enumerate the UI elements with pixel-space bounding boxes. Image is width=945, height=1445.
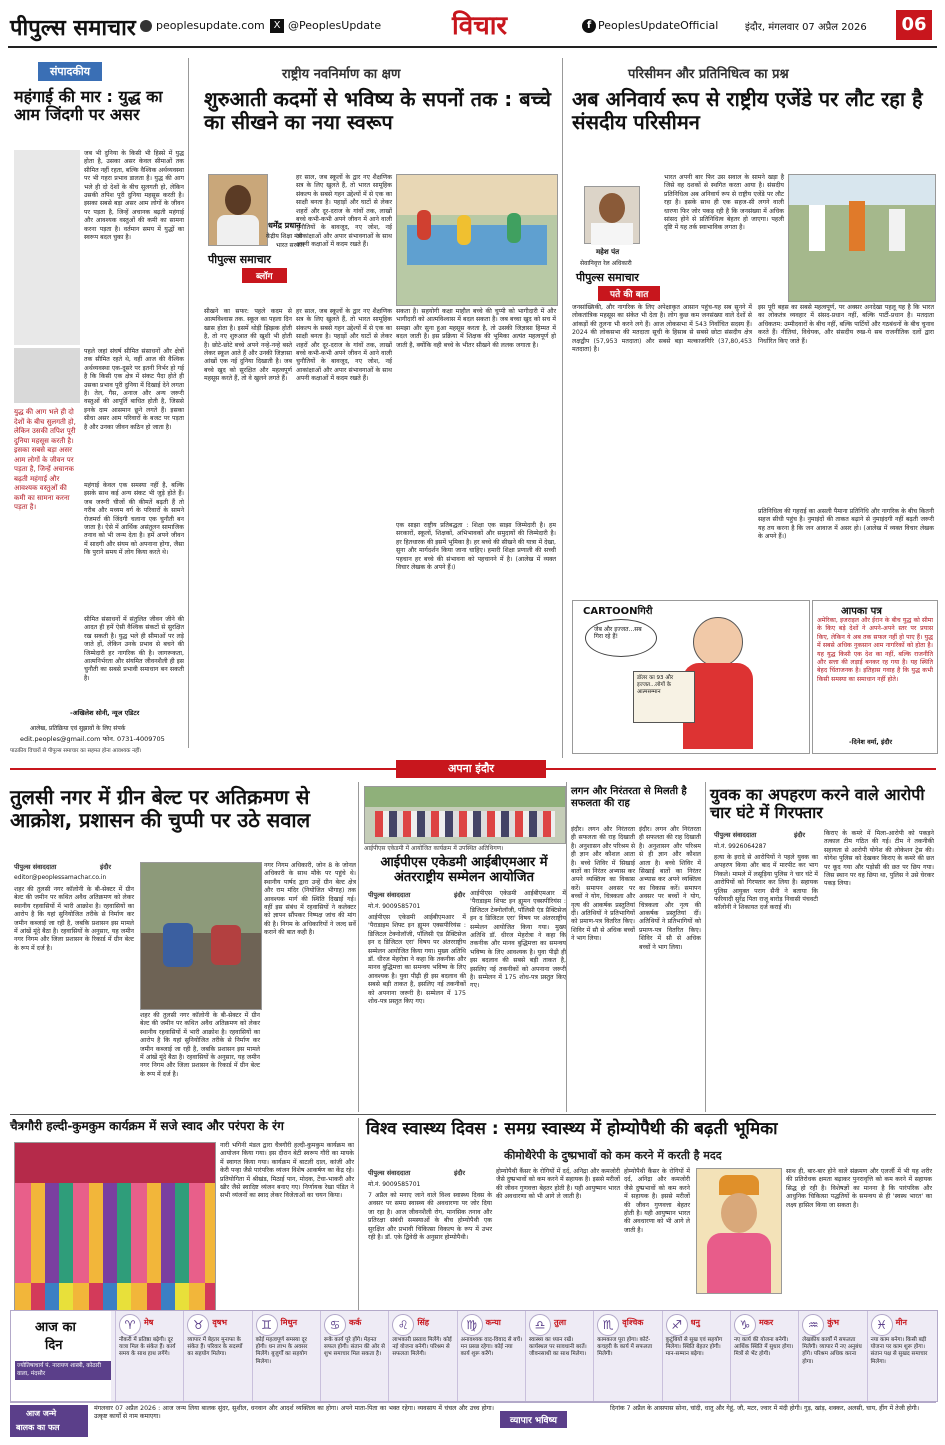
zodiac-icon: ♐ — [666, 1314, 688, 1336]
horoscope-sign-card — [252, 1311, 320, 1401]
parliament-photo — [788, 174, 936, 302]
news-encroachment-body-2: नगर निगम अधिकारी, जोन 8 के जोनल अधिकारी के साथ मौके पर पहुंचे थे। स्थानीय पार्षद द्वारा उन्हें ग्रीन बेल्ट क्षेत्र और राम मंदिर (नियोजित भीगाह) तक आवश्यक मार्ग की स्थिति दिखाई गई। वहीं इस संबंध में रहवासियों ने कलेक्टर को ज्ञापन सौंपकर निष्पक्ष जांच की मांग की है। निगम के अधिकारियों ने जल्द सर्वे कराने की बात कही है। — [264, 862, 356, 937]
zodiac-text: कामकाज पूरा होगा। कोर्ट-कचहरी के कार्य में सफलता मिलेगी। — [597, 1337, 653, 1358]
news-encroachment-body-3: शहर की तुलसी नगर कॉलोनी के बी-सेक्टर में ग्रीन बेल्ट की जमीन पर कथित अवैध अतिक्रमण को लेकर स्थानीय रहवासियों में भारी आक्रोश है। रहवासियों का आरोप है कि यहां सुनियोजित तरीके से निर्माण कर जमीन कब्जाई जा रही है, जबकि प्रशासन इस मामले में आंखें मूंदे बैठा है। रहवासियों के अनुसार, यह जमीन नगर निगम और जिला प्रशासन के रिकार्ड में ग्रीन बेल्ट के रूप में दर्ज है। — [140, 1012, 260, 1078]
article-education-body-1: हर साल, जब स्कूलों के द्वार नए शैक्षणिक सत्र के लिए खुलते हैं, तो भारत सामूहिक संकल्प के सबसे गहन उद्देश्यों में से एक का साक्षी बनता है। पहाड़ों और घाटों से लेकर शहरों और दूर-दराज के गांवों तक, लाखों बच्चे कभी-कभी अपने जीवन में आने वाली चुनौतियों के बावजूद, नए जोश, नई आकांक्षाओं और अपार संभावनाओं के साथ अपनी कक्षाओं में कदम रखते हैं। — [296, 174, 392, 249]
horoscope-band — [10, 1310, 938, 1402]
news-conference-body: आईपीएस एकेडमी आईबीएमआर में 'पैराडाइम शिफ्ट इन ह्यूमन एक्सपीरियंस : डिजिटल टेक्नोलॉजी, पॉलिसी एंड प्रैक्टिसेज इन द डिजिटल एरा' विषय पर अंतरराष्ट्रीय सम्मेलन आयोजित किया गया। मुख्य अतिथि डॉ. धीरज मेहरोत्रा ने कहा कि तकनीक और मानव बुद्धिमत्ता का समन्वय भविष्य के लिए आवश्यक है। युवा पीढ़ी ही इस बदलाव की सबसे बड़ी ताकत है, इसलिए नई तकनीकों को अपनाना जरूरी है। सम्मेलन में 175 शोध-पत्र प्रस्तुत किए गए। — [368, 914, 466, 1006]
zodiac-name: कर्क — [348, 1318, 362, 1327]
news-conference-phone: मो.नं. 9009585701 — [368, 903, 421, 910]
news-conference — [364, 782, 568, 1112]
globe-icon — [140, 20, 152, 32]
news-homeopathy-body-1b: होम्योपैथी कैंसर के रोगियों में दर्द, अनिद्रा और कमजोरी जैसे दुष्प्रभावों को कम करने में सहायक है। इससे मरीजों की जीवन गुणवत्ता बेहतर होती है। यही आयुष्मान भारत की अवधारणा को भी आगे ले जाती है। — [496, 1168, 620, 1201]
conference-caption: आईपीएस एकेडमी में आयोजित कार्यक्रम में उपस्थित अतिथिगण। — [364, 845, 504, 852]
horoscope-sign-card — [115, 1311, 183, 1401]
editorial-title: महंगाई की मार : युद्ध का आम जिंदगी पर असर — [14, 87, 163, 125]
news-kidnap-byline: पीपुल्स संवाददाता — [714, 831, 757, 839]
blog-logo: पीपुल्स समाचार — [208, 253, 271, 266]
zodiac-text: नौकरी में प्रतिष्ठा बढ़ेगी। दूर यात्रा मिल के संकेत हैं। कार्य समय के साथ हाथ लगेंगे। — [119, 1337, 176, 1358]
editorial-footer-1: आलेख, प्रतिक्रिया एवं सुझावों के लिए संपर्क — [30, 725, 126, 732]
zodiac-name: मकर — [758, 1318, 774, 1327]
zodiac-text: नए कार्य की योजना बनेगी। आर्थिक स्थिति में सुधार होगा। मित्रों से भेंट होगी। — [733, 1337, 794, 1358]
zodiac-name: मेष — [144, 1318, 154, 1327]
zodiac-icon: ♎ — [529, 1314, 551, 1336]
article-delimitation-body-2: जनसांख्यिकी, और नागरिक के लिए अपेक्षाकृत आसान पहुंच-यह सब सुनने में लोकतांत्रिक महसूस का संकेत भी देता है। लोग कुछ कम जनसंख्या वाले देशों से आंकड़ों की तुलना भी करने लगे हैं। आज लोकसभा में 543 निर्वाचित सदस्य हैं। 2024 की लोकसभा की मतदाता सूची के हिसाब से सबसे छोटा संसदीय क्षेत्र लक्षद्वीप (57,953 मतदाता) और सबसे बड़ा मल्काजगिरि (37,80,453 मतदाता) है। — [572, 304, 752, 354]
horoscope-signs — [115, 1311, 935, 1401]
twitter-handle[interactable]: @PeoplesUpdate — [288, 19, 382, 32]
horoscope-header — [11, 1311, 111, 1401]
zodiac-text: कोई महत्वपूर्ण समस्या दूर होगी। धन लाभ के अवसर मिलेंगे। बुजुर्गों का सहयोग मिलेगा। — [255, 1337, 308, 1365]
news-kidnap — [710, 782, 936, 1112]
zodiac-icon: ♒ — [802, 1314, 824, 1336]
news-homeopathy-body-3: साथ ही, बार-बार होने वाले संक्रमण और एलर्जी में भी यह शरीर की प्रतिरोधक क्षमता बढ़ाकर पुनरावृत्ति को कम करने में सहायक सिद्ध हो रही है। विशेषज्ञों का मानना है कि पारंपरिक और आधुनिक चिकित्सा पद्धतियों के समन्वय से ही 'स्वस्थ भारत' का लक्ष्य हासिल किया जा सकता है। — [786, 1168, 932, 1209]
zodiac-name: कुंभ — [827, 1318, 840, 1327]
zodiac-text: कुटुंबियों से सुख एवं सहयोग मिलेगा। स्थिति बेहतर होगी। मान-सम्मान बढ़ेगा। — [665, 1337, 723, 1358]
horoscope-sign-card — [388, 1311, 456, 1401]
news-encroachment-body-1: शहर की तुलसी नगर कॉलोनी के बी-सेक्टर में ग्रीन बेल्ट की जमीन पर कथित अवैध अतिक्रमण को लेकर स्थानीय रहवासियों में भारी आक्रोश है। रहवासियों का आरोप है कि यहां सुनियोजित तरीके से निर्माण कर जमीन कब्जाई जा रही है, जबकि प्रशासन इस मामले में आंखें मूंदे बैठा है। रहवासियों के अनुसार, यह जमीन नगर निगम और जिला प्रशासन के रिकार्ड में ग्रीन बेल्ट के रूप में दर्ज है। — [14, 886, 134, 952]
twitter-icon: X — [270, 19, 284, 33]
article-delimitation-body-4: प्रतिनिधित्व की गहराई का असली पैमाना प्रतिनिधि और नागरिक के बीच कितनी सहज सीधी पहुंच है। नुमाइंदों की ताकत बढ़ाने से नुमाइंदगी नहीं बढ़ती जरूरी यह तय करना है कि जन आवाज में असर हो। (आलेख में व्यक्त विचार लेखक के अपने हैं।) — [758, 508, 934, 541]
dateline: इंदौर, मंगलवार 07 अप्रैल 2026 — [745, 22, 867, 33]
article-delimitation-title: अब अनिवार्य रूप से राष्ट्रीय एजेंडे पर लौट रहा है संसदीय परिसीमन — [572, 87, 923, 134]
zodiac-text: लेखकीय कार्यों में सफलता मिलेगी। व्यापार में नए अनुबंध होंगे। परिश्रम अधिक करना होगा। — [802, 1337, 862, 1365]
horoscope-note: ज्योतिषाचार्य पं. नारायण शास्त्री, कोठारी वाला, मंदसौर — [15, 1361, 111, 1380]
market-label: व्यापार भविष्य — [500, 1411, 567, 1428]
horoscope-sign-card — [457, 1311, 525, 1401]
cartoon-figure — [693, 617, 743, 667]
letters-box — [812, 600, 938, 754]
cartoon-box — [572, 600, 810, 754]
editorial-pullquote: युद्ध की आग भले ही दो देशों के बीच सुलगती हो, लेकिन उसकी तपिश पूरी दुनिया महसूस करती है। इसका सबसे बड़ा असर आम लोगों के जीवन पर पड़ता है, जिन्हें अचानक बढ़ती महंगाई और आवश्यक वस्तुओं की कमी का सामना करना पड़ता है। — [14, 408, 76, 511]
article-delimitation-role: सेवानिवृत्त रेल अधिकारी — [580, 260, 632, 267]
article-education-body-2: सीखने का सफर: पहले कदम से आत्मविश्वास तक. स्कूल का पहला दिन खास होता है। इसमें थोड़ी झिझक होती है, तो नए शुरुआत की खुशी भी होती है। छोटे-छोटे बच्चे अपने नन्हे-नन्हे बस्ते लेकर स्कूल आते हैं और उनकी जिज्ञासा आंखों एक नई दुनिया दिखाती है। जब बच्चे खुद को सुरक्षित और महत्वपूर्ण महसूस करते हैं, तो वे खुलने लगते हैं। — [204, 308, 292, 383]
news-encroachment-byline: पीपुल्स संवाददाता — [14, 863, 57, 871]
editorial-author: -अखिलेश सोनी, न्यूज एडिटर — [70, 709, 140, 717]
horoscope-sign-card — [798, 1311, 866, 1401]
lower-divider — [10, 1114, 936, 1115]
horoscope-sign-card — [183, 1311, 251, 1401]
market-text: दिनांक 7 अप्रैल के आसपास सोना, चांदी, धातु और गेहूं, जौ, मटर, ज्वार में मंदी होगी। गुड़, खांड़, शक्कर, अलसी, चाय, हींग में तेजी होगी। — [610, 1405, 920, 1412]
article-delimitation-body-3: इस पूरी बहस का सबसे महत्वपूर्ण, पर अक्सर अनदेखा पहलू यह है कि भारत का लोकतंत्र व्यवहार में संसद-प्रधान नहीं, बल्कि पार्टी-प्रधान है। मतदाता अधिकतम: उम्मीदवारों के बीच नहीं, बल्कि पार्टियों और गठबंधनों के बीच चुनाव करते हैं। नीतियां, विधेयक, और संसदीय रुख-ये सब राजनीतिक दलों द्वारा निर्धारित किए जाते हैं। — [758, 304, 934, 345]
cartoon-sign — [633, 671, 695, 723]
zodiac-name: तुला — [553, 1318, 567, 1327]
editorial-body-1: जब भी दुनिया के किसी भी हिस्से में युद्ध होता है, उसका असर केवल सीमाओं तक सीमित नहीं रहता, बल्कि वैश्विक अर्थव्यवस्था पर भी गहरा प्रभाव डालता है। युद्ध की आग भले ही दो देशों के बीच सुलगती हो, लेकिन उसकी तपिश पूरी दुनिया महसूस करती है। इसका सबसे बड़ा असर आम लोगों के जीवन पर पड़ता है, जिन्हें अचानक बढ़ती महंगाई और आवश्यक वस्तुओं की कमी का सामना करना पड़ता है। वर्तमान समय में युद्धों का स्वरूप बदल चुका है। — [84, 150, 184, 242]
facebook-icon: f — [582, 19, 596, 33]
zodiac-name: मीन — [895, 1318, 907, 1327]
news-encroachment-email[interactable]: editor@peoplessamachar.co.in — [14, 874, 107, 881]
editorial-footer-3: पाठकीय विचारों से पीपुल्स समाचार का सहमत होना आवश्यक नहीं। — [10, 748, 142, 754]
news-success-title: लगन और निरंतरता से मिलती है सफलता की राह — [571, 786, 687, 809]
zodiac-name: कन्या — [485, 1318, 501, 1327]
news-success-body: इंदौर। लगन और निरंतरता ही सफलता की राह दिखाती है। अनुशासन और परिश्रम से ही ज्ञान और कौशल आता है। बच्चे शिविर में सिखाई बातों का निरंतर अभ्यास कर अपने व्यक्तित्व का विकास करें। समापन अवसर पर बच्चों ने योग, चित्रकला और नृत्य की आकर्षक प्रस्तुतियां दीं। अतिथियों ने प्रतिभागियों को प्रमाण-पत्र वितरित किए। शिविर में सौ से अधिक बच्चों ने भाग लिया। — [571, 826, 635, 943]
zodiac-text: अनावश्यक वाद-विवाद से बचें। मन प्रसन्न रहेगा। कोई नया कार्य शुरू करेंगे। — [460, 1337, 523, 1358]
article-education-body-3: सकता है। सहयोगी कक्षा माहौल बच्चे की चुप्पी को भागीदारी में और भागीदारी को आत्मविश्वास में बदल सकता है। जब बच्चा खुद को सच में समझा और सुना हुआ महसूस करता है, तो उसकी जिज्ञासा हिम्मत में बदल जाती है। इस प्रक्रिया में शिक्षक की भूमिका अत्यंत महत्वपूर्ण हो जाती है, क्योंकि वही बच्चे के भीतर सीखने की ललक जगाता है। — [396, 308, 556, 349]
letters-title: आपका पत्र — [841, 606, 882, 617]
news-success-body-b: इंदौर। लगन और निरंतरता ही सफलता की राह दिखाती है। अनुशासन और परिश्रम से ही ज्ञान और कौशल आता है। बच्चे शिविर में सिखाई बातों का निरंतर अभ्यास कर अपने व्यक्तित्व का विकास करें। समापन अवसर पर बच्चों ने योग, चित्रकला और नृत्य की आकर्षक प्रस्तुतियां दीं। अतिथियों ने प्रतिभागियों को प्रमाण-पत्र वितरित किए। शिविर में सौ से अधिक बच्चों ने भाग लिया। — [639, 826, 701, 951]
news-haldi-title: चैत्रगौरी हल्दी-कुमकुम कार्यक्रम में सजे स्वाद और परंपरा के रंग — [10, 1119, 284, 1133]
section-band: अपना इंदौर — [396, 760, 546, 778]
news-haldi-body: नारी भगिनी मंडल द्वारा चैत्रगौरी हल्दी-कुमकुम कार्यक्रम का आयोजन किया गया। इस दौरान बेटी स्वरूप गौरी का मायके में स्वागत किया गया। कार्यक्रम में बाटली दाल, कांजी और केरी पन्हा जैसे पारंपरिक व्यंजन विशेष आकर्षण का केंद्र रहे। प्रतियोगिता में श्रीखंड, मिठाई पान, मोदक, टेंचा-भाकरी और खीर जैसे स्वादिष्ट व्यंजन बनाए गए। निर्णायक रेखा पंडित ने सभी व्यंजनों का स्वाद लेकर विजेताओं का चयन किया। — [220, 1142, 354, 1200]
news-kidnap-body-1: हत्या के इरादे से आरोपियों ने पहले युवक का अपहरण किया और बाद में मारपीट कर भाग निकले। मामले में लसूड़िया पुलिस ने चार घंटे में आरोपियों को गिरफ्तार कर लिया है। सहायक पुलिस आयुक्त पराग सैनी ने बताया कि फरियादी सुरेंद्र पिता राजू बारोड़ निवासी पंचवटी कॉलोनी ने शिकायत दर्ज कराई थी। — [714, 854, 818, 912]
conference-photo — [364, 786, 566, 844]
birthday-label-2: बालक का फल — [16, 1423, 60, 1432]
zodiac-icon: ♍ — [461, 1314, 483, 1336]
article-delimitation-body-1: भारत अपनी बार फिर उस सवाल के सामने खड़ा है जिसे वह दशकों से स्थगित करता आया है। संसदीय प्रतिनिधित्व अब अनिवार्य रूप से राष्ट्रीय एजेंडे पर लौट रहा है। इसके साथ ही एक सहज-सी लगने वाली धारणा फिर जोर पकड़ रही है कि जनसंख्या में अधिक सांसद होने से प्रतिनिधित्व बेहतर हो जाएगा। पहली दृष्टि में यह तर्क स्वाभाविक लगता है। — [664, 174, 784, 232]
article-education-role-1: केंद्रीय शिक्षा मंत्री — [266, 233, 303, 240]
article-delimitation-kicker: परिसीमन और प्रतिनिधित्व का प्रश्न — [628, 67, 789, 82]
news-encroachment-title: तुलसी नगर में ग्रीन बेल्ट पर अतिक्रमण से आक्रोश, प्रशासन की चुप्पी पर उठे सवाल — [10, 785, 311, 832]
zodiac-icon: ♓ — [871, 1314, 893, 1336]
facebook-handle[interactable]: PeoplesUpdateOfficial — [598, 19, 719, 32]
page-number: 06 — [896, 10, 932, 40]
zodiac-text: लाभकारी प्रस्ताव मिलेंगे। कोई नई योजना बनेगी। परिश्रम से सफलता मिलेगी। — [392, 1337, 452, 1358]
horoscope-title-1: आज का — [35, 1320, 76, 1335]
zodiac-icon: ♏ — [597, 1314, 619, 1336]
horoscope-sign-card — [525, 1311, 593, 1401]
zodiac-text: नया काम बनेगा। किसी बड़ी योजना पर काम शुरू होगा। संतान पक्ष से सुखद समाचार मिलेगा। — [870, 1337, 928, 1365]
brand-logo: पीपुल्स समाचार — [10, 16, 136, 41]
encroachment-photo — [140, 862, 262, 1010]
birthday-label-1: आज जन्मे — [26, 1409, 57, 1418]
article-education-role-2: भारत सरकार — [276, 242, 305, 249]
zodiac-icon: ♉ — [187, 1314, 209, 1336]
cartoon-bubble-text: जेब और इज्जत...सब गिरा रहे हैं! — [594, 626, 642, 640]
letters-body: अमेरिका, इजराइल और ईरान के बीच युद्ध को सीमा के किए बड़े देशों ने अपने-अपने स्तर पर प्रयास किए, लेकिन ये अब तक सफल नहीं हो पाए हैं। युद्ध में सबसे अधिक नुकसान आम नागरिकों को होता है। यह युद्ध किसी एक देश का नहीं, बल्कि राजनीति और सत्ता की लड़ाई बनकर रह गया है। यह स्थिति बेहद चिंताजनक है। इतिहास गवाह है कि युद्ध कभी किसी समस्या का समाधान नहीं होते। — [817, 617, 933, 683]
editorial-graphic — [14, 150, 80, 345]
news-homeopathy-phone: मो.नं. 9009585701 — [368, 1181, 421, 1188]
zodiac-text: रूके कार्य पूरे होंगे। मेहनत सफल होगी। संतान की ओर से शुभ समाचार मिल सकता है। — [323, 1337, 385, 1358]
article-education-kicker: राष्ट्रीय नवनिर्माण का क्षण — [282, 67, 401, 82]
zodiac-name: सिंह — [417, 1318, 430, 1327]
editorial-person-graphic — [14, 348, 80, 403]
article-delimitation — [568, 58, 936, 598]
birthday-strip — [10, 1402, 936, 1441]
birthday-label-box — [10, 1405, 88, 1437]
news-kidnap-city: इंदौर — [794, 831, 805, 839]
column-label: पते की बात — [598, 286, 660, 301]
news-kidnap-body-2: किराए के कमरे में मिला-आरोपी को पकड़ने तत्काल टीम गठित की गई। टीम ने तकनीकी सहायता से आरोपी योगेश की लोकेशन ट्रेस की। योगेश पुलिस को देखकर किराए के कमरे की छत पर कूद गया और पड़ोसी की छत पर छिप गया। जिस स्थान पर वह छिपा था, पुलिस ने उसे घेरकर पकड़ लिया। — [824, 830, 934, 888]
article-education-body-2b: हर साल, जब स्कूलों के द्वार नए शैक्षणिक सत्र के लिए खुलते हैं, तो भारत सामूहिक संकल्प के सबसे गहन उद्देश्यों में से एक का साक्षी बनता है। पहाड़ों और घाटों से लेकर शहरों और दूर-दराज के गांवों तक, लाखों बच्चे कभी-कभी अपने जीवन में आने वाली चुनौतियों के बावजूद, नए जोश, नई आकांक्षाओं और अपार संभावनाओं के साथ अपनी कक्षाओं में कदम रखते हैं। — [296, 308, 392, 383]
editorial-body-4: सीमित संसाधनों में संतुलित जीवन जीने की आदत ही हमें ऐसी वैश्विक संकटों से सुरक्षित रख सकती है। युद्ध भले ही सीमाओं पर लड़े जाते हों, लेकिन उनके प्रभाव से बचने की जिम्मेदारी हर नागरिक की है। जागरूकता, आत्मनिर्भरता और संयमित जीवनशैली ही इस चुनौती का सबसे प्रभावी समाधान बन सकती है। — [84, 616, 184, 682]
article-delimitation-author: महेश पंत — [596, 248, 620, 256]
news-conference-city: इंदौर — [454, 891, 465, 899]
editorial-body-3: महंगाई केवल एक समस्या नहीं है, बल्कि इसके साथ कई अन्य संकट भी जुड़े होते हैं। जब जरूरी चीजों की कीमतें बढ़ती हैं तो गरीब और मध्यम वर्ग के परिवारों के सामने रोजमर्रा की जिंदगी चलाना एक चुनौती बन जाता है। ऐसे में आर्थिक असंतुलन सामाजिक तनाव को भी जन्म देता है। हमें अपने जीवन में सादगी और संयम को अपनाना होगा, जैसा कि पुराने समय में लोग किया करते थे। — [84, 482, 184, 557]
news-homeopathy-subtitle: कीमोथैरेपी के दुष्प्रभावों को कम करने में करती है मदद — [504, 1149, 722, 1162]
news-conference-byline: पीपुल्स संवाददाता — [368, 891, 411, 899]
cartoon-bubble — [585, 619, 657, 657]
zodiac-icon: ♈ — [119, 1314, 141, 1336]
classroom-photo — [396, 174, 558, 306]
website-link[interactable]: peoplesupdate.com — [156, 19, 265, 32]
masthead — [0, 0, 945, 50]
editorial-column — [10, 58, 189, 754]
horoscope-sign-card — [662, 1311, 730, 1401]
news-kidnap-phone: मो.नं. 9926064287 — [714, 843, 767, 850]
editorial-kicker: संपादकीय — [38, 62, 102, 81]
zodiac-icon: ♑ — [734, 1314, 756, 1336]
news-encroachment — [10, 782, 359, 1112]
news-homeopathy-body-2: होम्योपैथी कैंसर के रोगियों में दर्द, अनिद्रा और कमजोरी जैसे दुष्प्रभावों को कम करने में सहायक है। इससे मरीजों की जीवन गुणवत्ता बेहतर होती है। यही आयुष्मान भारत की अवधारणा को भी आगे ले जाती है। — [624, 1168, 690, 1234]
zodiac-name: वृश्चिक — [622, 1318, 644, 1327]
cartoon-label: CARTOONगिरी — [583, 606, 653, 617]
horoscope-sign-card — [320, 1311, 388, 1401]
news-encroachment-city: इंदौर — [100, 863, 111, 871]
masthead-divider — [8, 46, 937, 48]
zodiac-icon: ♋ — [324, 1314, 346, 1336]
news-homeopathy-byline: पीपुल्स संवाददाता — [368, 1169, 411, 1177]
birthday-text: मंगलवार 07 अप्रैल 2026 : आज जन्म लिया बालक सुंदर, सुशील, धनवान और आदर्श व्यक्तित्व का होगा। अपने माता-पिता का भक्त रहेगा। व्यवसाय में चंचल और उच्च होगा। उत्कृष्ट कार्यों से नाम कमाएगा। — [94, 1405, 494, 1420]
horoscope-sign-card — [867, 1311, 935, 1401]
news-conference-title: आईपीएस एकेडमी आईबीएमआर में अंतरराष्ट्रीय सम्मेलन आयोजित — [380, 855, 548, 885]
zodiac-name: मिथुन — [280, 1318, 298, 1327]
letters-author: -दिनेश वर्मा, इंदौर — [849, 738, 893, 746]
zodiac-text: स्वास्थ्य का ध्यान रखें। कार्यस्थल पर सावधानी बरतें। जीवनसाथी का साथ मिलेगा। — [528, 1337, 587, 1358]
news-conference-body-b: आईपीएस एकेडमी आईबीएमआर में 'पैराडाइम शिफ्ट इन ह्यूमन एक्सपीरियंस : डिजिटल टेक्नोलॉजी, पॉलिसी एंड प्रैक्टिसेज इन द डिजिटल एरा' विषय पर अंतरराष्ट्रीय सम्मेलन आयोजित किया गया। मुख्य अतिथि डॉ. धीरज मेहरोत्रा ने कहा कि तकनीक और मानव बुद्धिमत्ता का समन्वय भविष्य के लिए आवश्यक है। युवा पीढ़ी ही इस बदलाव की सबसे बड़ी ताकत है, इसलिए नई तकनीकों को अपनाना जरूरी है। सम्मेलन में 175 शोध-पत्र प्रस्तुत किए गए। — [470, 890, 566, 990]
news-homeopathy-title: विश्व स्वास्थ्य दिवस : समग्र स्वास्थ्य में होम्योपैथी की बढ़ती भूमिका — [366, 1119, 778, 1139]
news-homeopathy-city: इंदौर — [454, 1169, 465, 1177]
article-education-body-4: एक साझा राष्ट्रीय प्रतिबद्धता : शिक्षा एक साझा जिम्मेदारी है। हम सरकारों, स्कूलों, शिक्षकों, अभिभावकों और समुदायों की जिम्मेदारी है। हर हितधारक की इसमें भूमिका है। हर बच्चे की सीखने की यात्रा में देखा, सुना और मार्गदर्शन किया जाना चाहिए। हमारी शिक्षा प्रणाली की सच्ची पहचान हर बच्चे की संभावना को पहचानने में है। (आलेख में व्यक्त विचार लेखक के अपने हैं।) — [396, 522, 556, 572]
doctor-photo — [696, 1168, 782, 1294]
cartoon-sign-text: डॉलर का 93 और इज्जत...लोगों के आत्मसम्मान — [637, 675, 674, 695]
article-education-author: धर्मेंद्र प्रधान — [268, 221, 301, 230]
news-kidnap-title: युवक का अपहरण करने वाले आरोपी चार घंटे में गिरफ्तार — [710, 785, 925, 823]
article-education-title: शुरुआती कदमों से भविष्य के सपनों तक : बच्चे का सीखने का नया स्वरूप — [204, 87, 551, 134]
section-title: विचार — [452, 11, 508, 41]
zodiac-icon: ♌ — [392, 1314, 414, 1336]
news-success — [566, 782, 706, 1112]
article-education — [196, 58, 563, 758]
zodiac-icon: ♊ — [256, 1314, 278, 1336]
zodiac-text: व्यापार में बेहतर मुनाफा के संकेत हैं। परिवार के सदस्यों का सहयोग मिलेगा। — [187, 1337, 243, 1358]
blog-label: ब्लॉग — [242, 268, 287, 283]
editorial-body-2: पहले जहां संघर्ष सीमित संसाधनों और क्षेत्रों तक सीमित रहते थे, वहीं आज की वैश्विक अर्थव्यवस्था एक-दूसरे पर इतनी निर्भर हो गई है कि किसी एक क्षेत्र में संकट पैदा होते ही उसका प्रभाव पूरी दुनिया में दिखाई देने लगता है। तेल, गैस, अनाज और अन्य जरूरी वस्तुओं की आपूर्ति बाधित होती है, जिससे इनके दाम आसमान छूने लगते हैं। इसका सीधा असर आम परिवारों के बजट पर पड़ता है और उनका जीवन कठिन हो जाता है। — [84, 348, 184, 431]
zodiac-name: वृषभ — [212, 1318, 228, 1327]
column-logo: पीपुल्स समाचार — [576, 271, 639, 284]
horoscope-sign-card — [593, 1311, 661, 1401]
horoscope-sign-card — [730, 1311, 798, 1401]
author-portrait-pant — [584, 186, 640, 244]
news-homeopathy-body-1: 7 अप्रैल को मनाए जाने वाले विश्व स्वास्थ्य दिवस के अवसर पर समग्र स्वास्थ्य की अवधारणा पर जोर दिया जा रहा है। आज जीवनशैली रोग, मानसिक तनाव और प्रतिरक्षा संबंधी समस्याओं के बीच होम्योपैथी एक सुरक्षित और प्रभावी चिकित्सा विकल्प के रूप में उभर रही है। डॉ. एके द्विवेदी के अनुसार होम्योपैथी। — [368, 1192, 492, 1242]
author-portrait-pradhan — [208, 174, 268, 246]
editorial-footer-2[interactable]: edit.peoples@gmail.com फोन. 0731-4009705 — [20, 735, 165, 743]
zodiac-name: धनु — [690, 1318, 700, 1327]
horoscope-title-2: दिन — [45, 1338, 63, 1353]
